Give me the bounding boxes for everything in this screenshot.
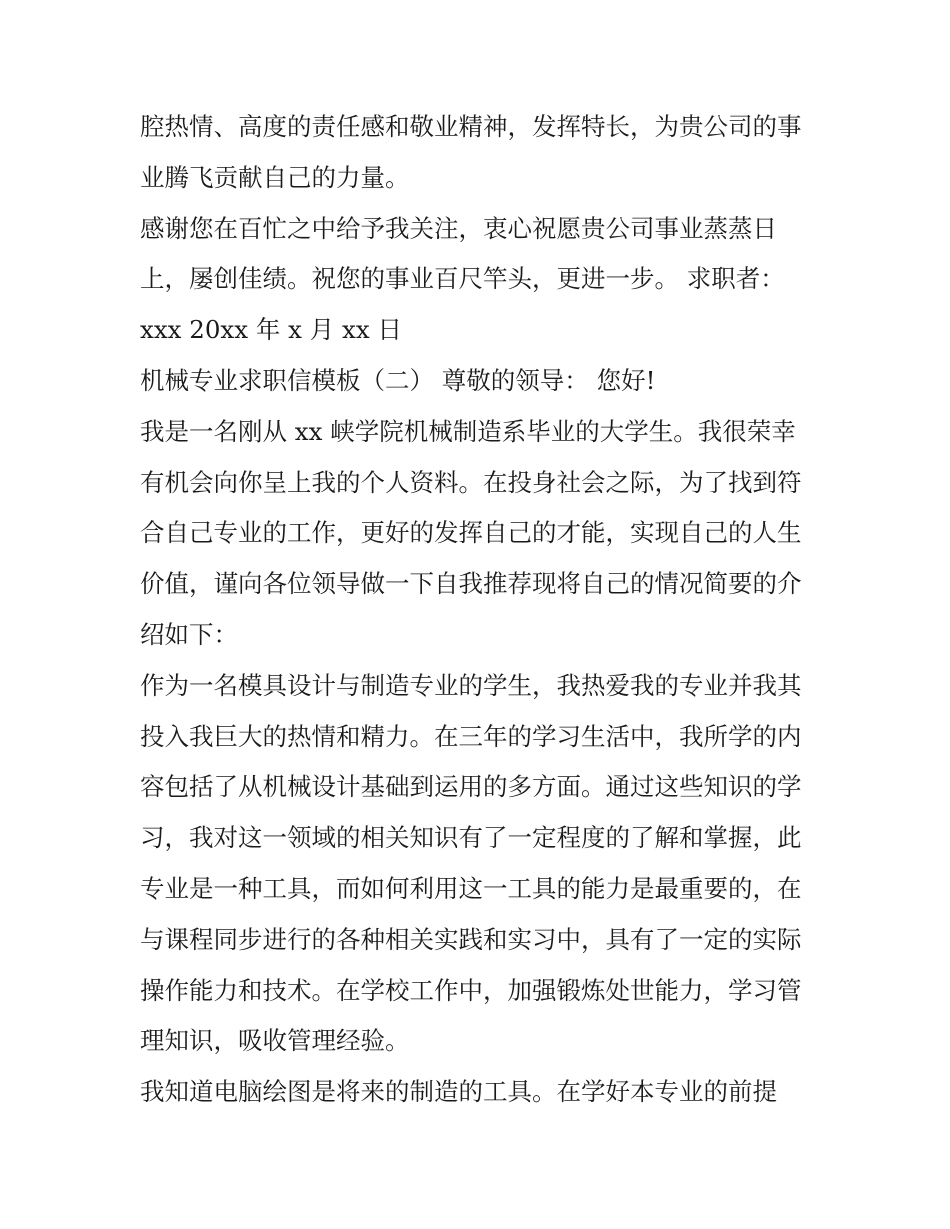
text-line: 价值，谨向各位领导做一下自我推荐现将自己的情况简要的介: [140, 569, 802, 599]
text-line: 操作能力和技术。在学校工作中，加强锻炼处世能力，学习管: [140, 975, 802, 1005]
text-line: 习，我对这一领域的相关知识有了一定程度的了解和掌握，此: [140, 823, 802, 853]
text-line: 理知识，吸收管理经验。: [140, 1026, 410, 1056]
text-line: 专业是一种工具，而如何利用这一工具的能力是最重要的，在: [140, 873, 802, 903]
text-line: 我知道电脑绘图是将来的制造的工具。在学好本专业的前提: [140, 1077, 777, 1107]
text-line: 有机会向你呈上我的个人资料。在投身社会之际，为了找到符: [140, 467, 802, 497]
text-line: 投入我巨大的热情和精力。在三年的学习生活中，我所学的内: [140, 721, 802, 751]
section-heading-line: 机械专业求职信模板（二） 尊敬的领导： 您好!: [140, 365, 656, 395]
text-line: 作为一名模具设计与制造专业的学生，我热爱我的专业并我其: [140, 670, 802, 700]
text-line: 上，屡创佳绩。祝您的事业百尺竿头，更进一步。 求职者：: [140, 264, 785, 294]
document-body: [140, 102, 820, 1118]
text-line: 感谢您在百忙之中给予我关注，衷心祝愿贵公司事业蒸蒸日: [140, 213, 777, 243]
signature-date-line: xxx 20xx 年 x 月 xx 日: [140, 315, 402, 345]
text-line: 腔热情、高度的责任感和敬业精神，发挥特长，为贵公司的事: [140, 112, 802, 141]
text-line: 业腾飞贡献自己的力量。: [140, 162, 410, 192]
text-line: 绍如下：: [140, 619, 238, 649]
text-line: 我是一名刚从 xx 峡学院机械制造系毕业的大学生。我很荣幸: [140, 416, 796, 446]
text-line: 与课程同步进行的各种相关实践和实习中，具有了一定的实际: [140, 924, 802, 954]
text-line: 容包括了从机械设计基础到运用的多方面。通过这些知识的学: [140, 772, 802, 802]
text-line: 合自己专业的工作，更好的发挥自己的才能，实现自己的人生: [140, 518, 802, 548]
